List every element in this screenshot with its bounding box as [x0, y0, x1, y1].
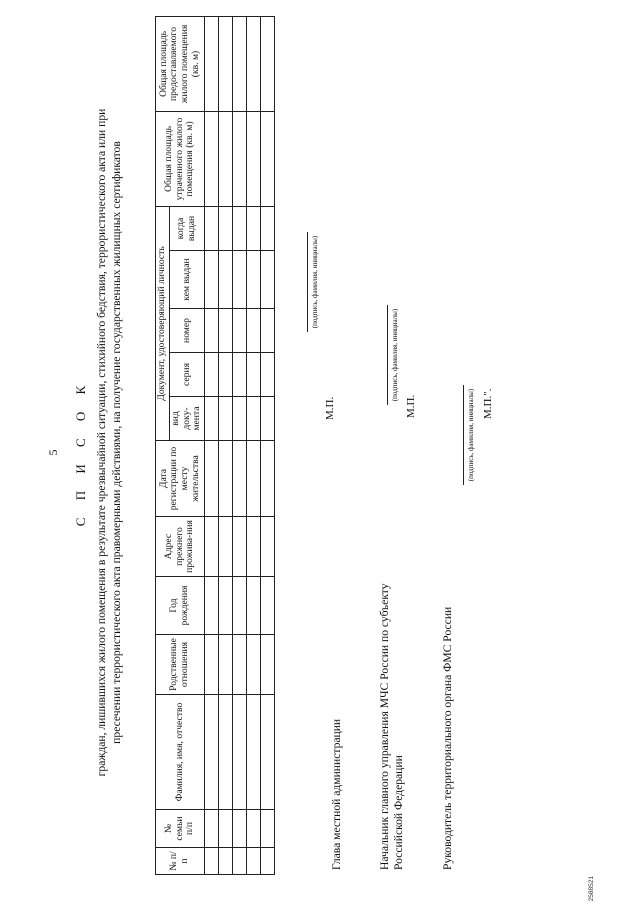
signature-caption: (подпись, фамилия, инициалы)	[391, 308, 399, 402]
col-id-doc-header: Документ, удостоверяющий личность	[156, 206, 170, 440]
col-name-header: Фамилия, имя, отчество	[156, 695, 205, 810]
col-relation-header: Родственные отношения	[156, 635, 205, 695]
col-doc-series-header: серия	[169, 353, 204, 397]
col-reg-date-header: Дата регистрации по месту жительства	[156, 441, 205, 517]
col-doc-issued-by-header: кем выдан	[169, 251, 204, 309]
document-title: С П И С О К	[73, 378, 88, 527]
seal-mark: М.П.	[405, 394, 417, 418]
col-doc-type-header: вид доку-мента	[169, 397, 204, 441]
signature-title-head-admin: Глава местной администрации	[330, 718, 343, 870]
signature-caption: (подпись, фамилия, инициалы)	[467, 388, 475, 482]
col-doc-number-header: номер	[169, 309, 204, 353]
signature-line	[387, 305, 388, 405]
signature-title-fms: Руководитель территориального органа ФМС России	[441, 606, 454, 870]
col-doc-issued-when-header: когда выдан	[169, 206, 204, 250]
col-lost-area-header: Общая площадь утраченного жилого помещения (кв. м)	[156, 111, 205, 206]
page-number: 5	[46, 449, 60, 456]
col-birth-year-header: Год рождения	[156, 577, 205, 635]
seal-mark: М.П.".	[482, 388, 494, 419]
signature-caption: (подпись, фамилия, инициалы)	[311, 235, 319, 329]
col-prev-address-header: Адрес прежнего прожива-ния	[156, 517, 205, 577]
signature-title-emercom: Начальник главного управления МЧС России по субъекту Российской Федерации	[378, 583, 405, 870]
signature-line	[463, 385, 464, 485]
col-num-header: № п/п	[156, 848, 205, 875]
document-subtitle: граждан, лишившихся жилого помещения в результате чрезвычайной ситуации, стихийного бедствия, террористического акта или при пресечении террористического акта правомерными действиями, на получение государственных жилищных сертификатов	[95, 108, 123, 777]
document-code: 2588521	[588, 876, 595, 902]
seal-mark: М.П.	[324, 396, 336, 420]
col-family-num-header: № семьи п/п	[156, 810, 205, 848]
signature-line	[307, 232, 308, 332]
col-provided-area-header: Общая площадь предоставляемого жилого помещения (кв. м)	[156, 16, 205, 111]
